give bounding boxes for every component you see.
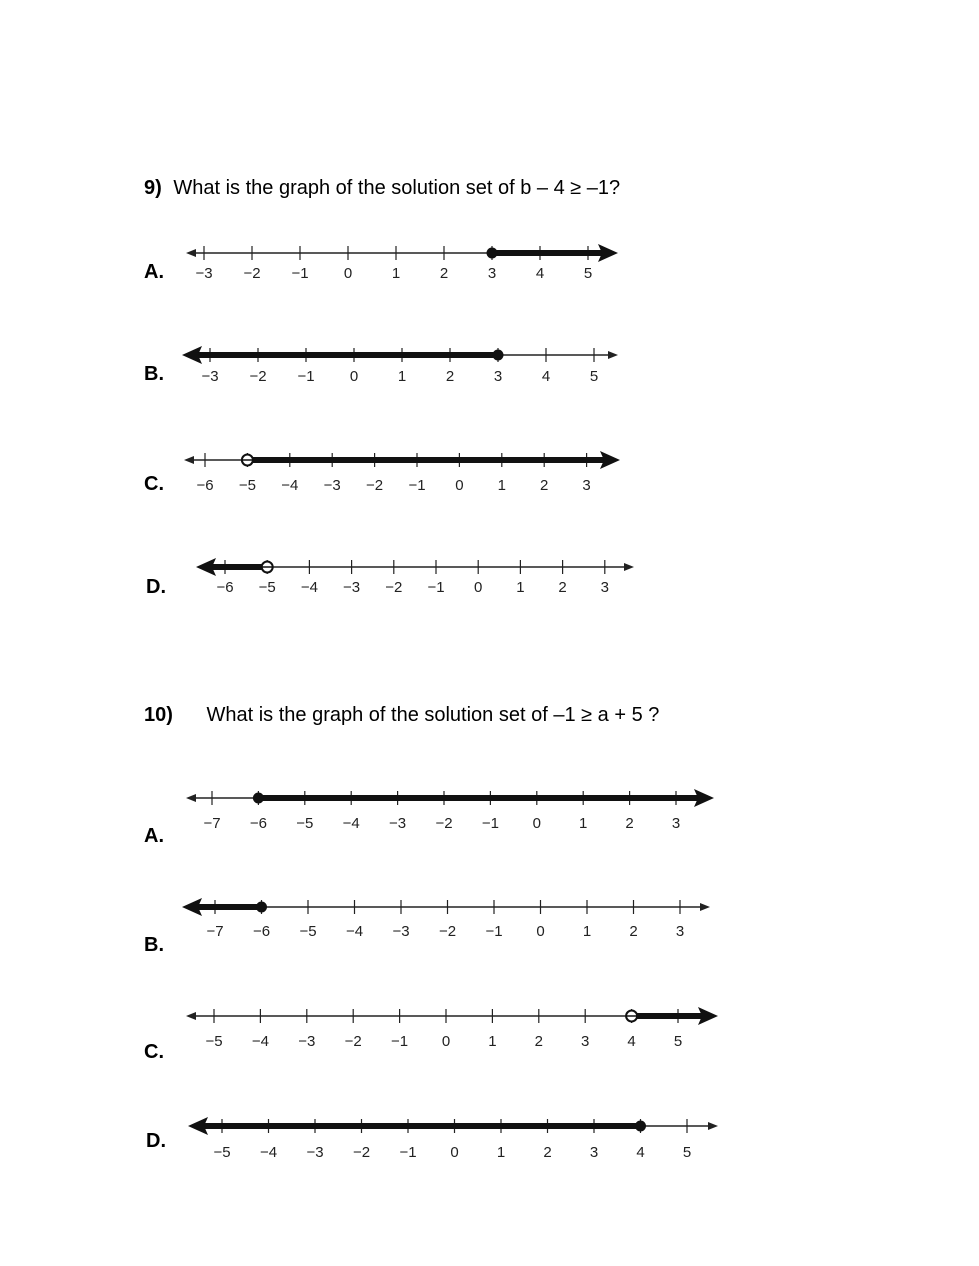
tick-label: 3	[487, 265, 497, 282]
tick-label: 4	[535, 265, 545, 282]
tick-label: −4	[300, 579, 318, 596]
tick-label: −3	[201, 368, 219, 385]
tick-label: −3	[392, 923, 410, 940]
tick-label: −1	[481, 815, 499, 832]
tick-label: 1	[516, 579, 525, 596]
tick-label: 1	[579, 815, 588, 832]
tick-label: 2	[534, 1033, 543, 1050]
tick-label: 0	[532, 815, 541, 832]
tick-label: 0	[349, 368, 359, 385]
tick-label: 1	[496, 1144, 506, 1161]
tick-label: 5	[682, 1144, 692, 1161]
tick-label: 1	[582, 923, 592, 940]
closed-endpoint	[635, 1121, 646, 1132]
tick-label: 1	[391, 265, 401, 282]
tick-label: 3	[589, 1144, 599, 1161]
tick-label: −4	[259, 1144, 278, 1161]
tick-label: −5	[299, 923, 317, 940]
tick-label: −5	[258, 579, 276, 596]
tick-label: 1	[497, 477, 506, 494]
tick-label: 3	[600, 579, 609, 596]
tick-label: −5	[213, 1144, 231, 1161]
tick-label: −6	[249, 815, 267, 832]
tick-label: −2	[352, 1144, 371, 1161]
option-letter-9a[interactable]: A.	[144, 261, 164, 283]
tick-label: 4	[627, 1033, 636, 1050]
tick-label: 3	[582, 477, 591, 494]
tick-label: 1	[397, 368, 407, 385]
option-letter-10c[interactable]: C.	[144, 1041, 164, 1063]
tick-label: 2	[540, 477, 549, 494]
tick-label: 0	[474, 579, 483, 596]
tick-label: −1	[391, 1033, 409, 1050]
tick-label: −5	[238, 477, 256, 494]
tick-label: −5	[296, 815, 314, 832]
tick-label: −2	[249, 368, 267, 385]
tick-label: −6	[216, 579, 234, 596]
question-number: 10)	[144, 704, 173, 726]
option-letter-10a[interactable]: A.	[144, 825, 164, 847]
tick-label: 1	[488, 1033, 497, 1050]
tick-label: 5	[589, 368, 599, 385]
tick-label: −4	[251, 1033, 269, 1050]
tick-label: −2	[438, 923, 457, 940]
tick-label: −3	[306, 1144, 324, 1161]
tick-label: −1	[297, 368, 315, 385]
tick-label: 4	[636, 1144, 645, 1161]
tick-label: −3	[195, 265, 213, 282]
tick-label: 2	[543, 1144, 552, 1161]
tick-label: 5	[583, 265, 593, 282]
question-text: What is the graph of the solution set of b – 4 ≥ –1?	[173, 177, 621, 199]
tick-label: −1	[399, 1144, 417, 1161]
tick-label: −6	[252, 923, 271, 940]
tick-label: −7	[203, 815, 221, 832]
tick-label: 2	[439, 265, 449, 282]
tick-label: −1	[427, 579, 445, 596]
tick-label: 4	[541, 368, 551, 385]
tick-label: −4	[342, 815, 360, 832]
tick-label: 0	[450, 1144, 459, 1161]
tick-label: 5	[673, 1033, 683, 1050]
tick-label: 2	[625, 815, 634, 832]
tick-label: −2	[435, 815, 453, 832]
tick-label: −4	[281, 477, 299, 494]
tick-label: −2	[366, 477, 384, 494]
tick-label: −3	[343, 579, 361, 596]
tick-label: 2	[445, 368, 455, 385]
tick-label: −1	[485, 923, 503, 940]
tick-label: −2	[385, 579, 403, 596]
option-letter-9b[interactable]: B.	[144, 363, 164, 385]
tick-label: −3	[323, 477, 341, 494]
tick-label: 0	[441, 1033, 451, 1050]
option-letter-10d[interactable]: D.	[146, 1130, 166, 1152]
option-letter-9d[interactable]: D.	[146, 576, 166, 598]
tick-label: −3	[389, 815, 407, 832]
tick-label: −2	[344, 1033, 362, 1050]
tick-label: −1	[291, 265, 309, 282]
tick-label: −1	[408, 477, 426, 494]
question-number: 9)	[144, 177, 162, 199]
option-letter-10b[interactable]: B.	[144, 934, 164, 956]
tick-label: −7	[206, 923, 224, 940]
tick-label: 3	[581, 1033, 590, 1050]
tick-label: −3	[298, 1033, 316, 1050]
tick-label: 0	[343, 265, 353, 282]
tick-label: 3	[675, 923, 685, 940]
tick-label: 3	[671, 815, 681, 832]
option-letter-9c[interactable]: C.	[144, 473, 164, 495]
tick-label: 2	[558, 579, 567, 596]
tick-label: −5	[205, 1033, 223, 1050]
tick-label: 0	[455, 477, 464, 494]
tick-label: 2	[629, 923, 638, 940]
question-text: What is the graph of the solution set of –1 ≥ a + 5 ?	[206, 704, 660, 726]
tick-label: −6	[196, 477, 214, 494]
tick-label: 0	[536, 923, 545, 940]
right-arrow-icon	[708, 1122, 718, 1130]
tick-label: 3	[493, 368, 503, 385]
tick-label: −2	[243, 265, 261, 282]
tick-label: −4	[345, 923, 364, 940]
